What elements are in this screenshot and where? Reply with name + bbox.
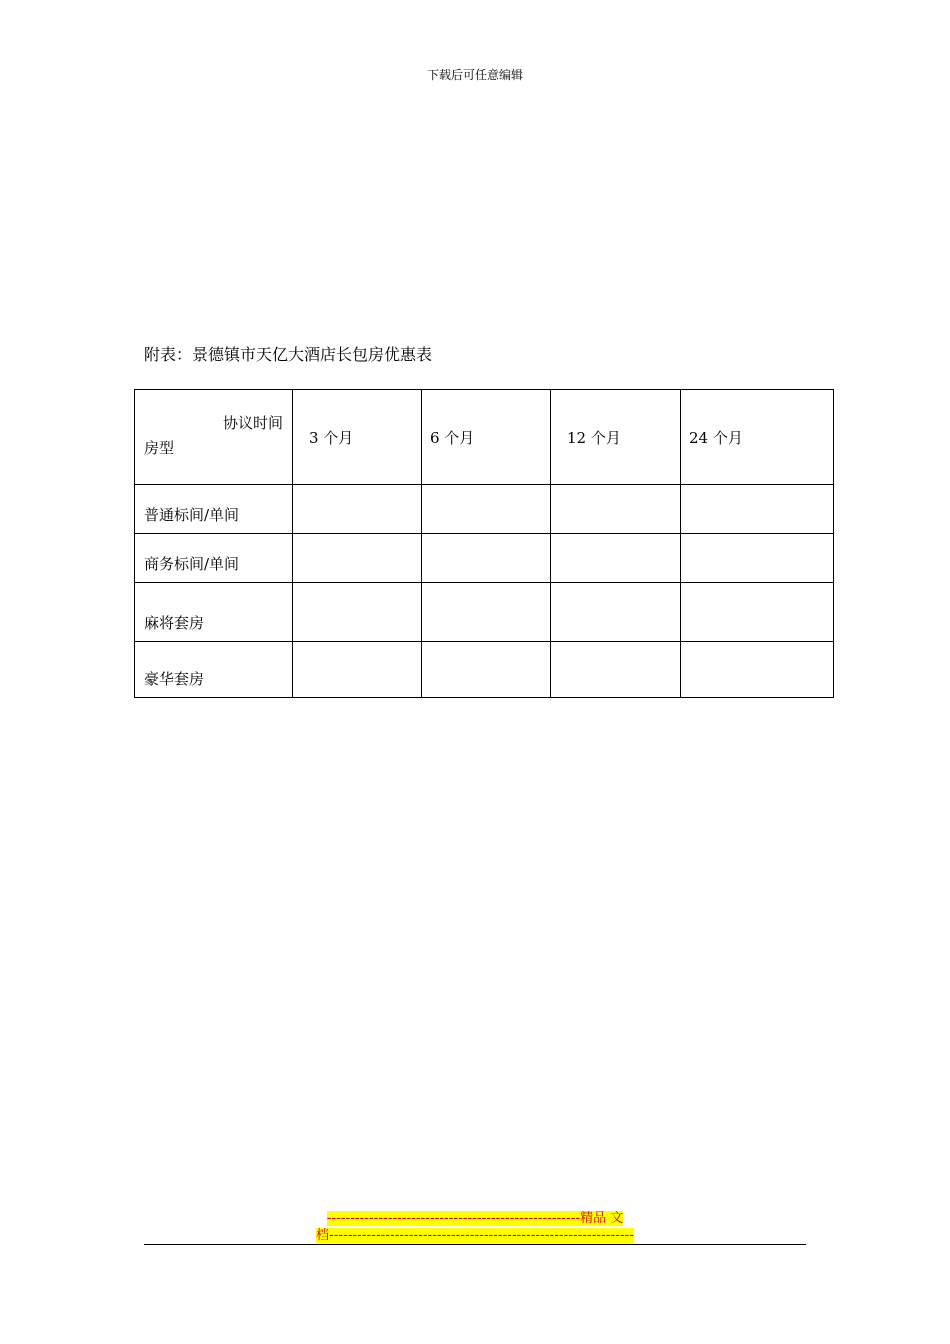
table-cell (293, 485, 422, 534)
table-cell (681, 485, 834, 534)
table-row (135, 485, 834, 534)
footer-line-1: ------------------------------------------------------精品 文 (326, 1211, 624, 1226)
row-label: 豪华套房 (135, 642, 293, 698)
corner-top-label: 协议时间 (222, 414, 283, 432)
footer-watermark (0, 1210, 950, 1244)
table-row (135, 583, 834, 642)
table-row (135, 534, 834, 583)
column-header-12-months: 12 个月 (551, 390, 681, 485)
row-label: 麻将套房 (135, 583, 293, 642)
table-header-row (135, 390, 834, 485)
table-cell (422, 642, 551, 698)
corner-bottom-label: 房型 (144, 439, 175, 457)
table-cell (293, 534, 422, 583)
column-header-6-months: 6 个月 (422, 390, 551, 485)
column-header-3-months: 3 个月 (293, 390, 422, 485)
table-cell (551, 642, 681, 698)
table-cell (422, 485, 551, 534)
row-label: 商务标间/单间 (135, 534, 293, 583)
table-cell (551, 534, 681, 583)
corner-header-cell (135, 390, 293, 485)
table-cell (293, 583, 422, 642)
table-cell (293, 642, 422, 698)
table-cell (422, 534, 551, 583)
table-cell (681, 583, 834, 642)
table-row (135, 642, 834, 698)
table-cell (681, 534, 834, 583)
column-header-24-months: 24 个月 (681, 390, 834, 485)
footer-line-2: 档----------------------------------------------------------------- (316, 1228, 634, 1243)
rate-table (134, 389, 834, 698)
table-cell (681, 642, 834, 698)
row-label: 普通标间/单间 (135, 485, 293, 534)
table-cell (551, 485, 681, 534)
table-cell (422, 583, 551, 642)
table-caption: 附表：景德镇市天亿大酒店长包房优惠表 (144, 345, 433, 364)
header-note: 下载后可任意编辑 (426, 68, 523, 82)
table-cell (551, 583, 681, 642)
footer-divider (144, 1244, 806, 1245)
